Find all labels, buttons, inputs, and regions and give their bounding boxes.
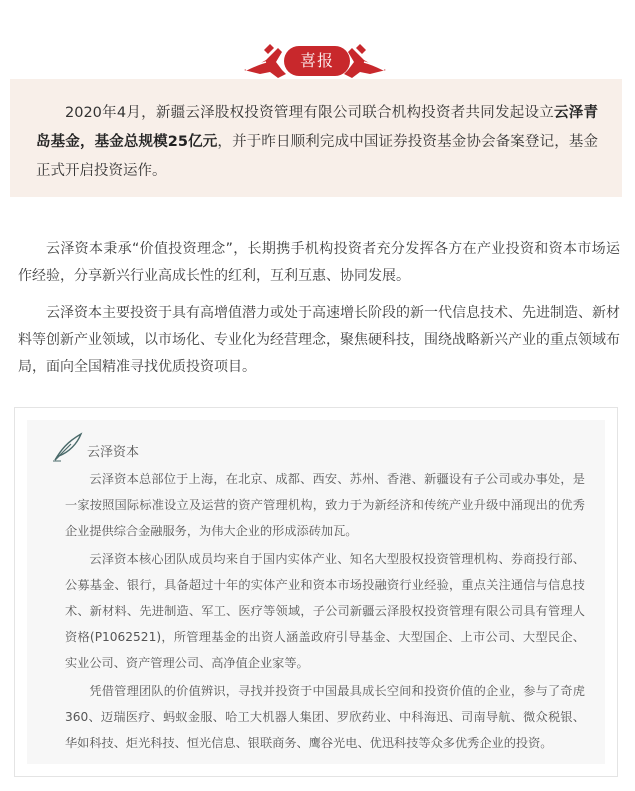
article-body bbox=[18, 236, 620, 391]
fund-size: 基金总规模25亿元 bbox=[94, 134, 218, 150]
news-banner bbox=[0, 40, 635, 80]
news-text-outro: ，并于昨日顺利完成中国证券投资基金协会备案登记，基金正式开启投资运作。 bbox=[36, 134, 599, 179]
profile-paragraph-2: 云泽资本核心团队成员均来自于国内实体产业、知名大型股权投资管理机构、券商投行部、公募基金、银行，具备超过十年的实体产业和资本市场投融资行业经验，重点关注通信与信息技术、新材料、先进制造、军工、医疗等领域，子公司新疆云泽股权投资管理有限公司具有管理人资格(P1062521)，所管理基金的出资人涵盖政府引导基金、大型国企、上市公司、大型民企、实业公司、资产管理公司、高净值企业家等。 bbox=[65, 552, 585, 670]
right-ornament-icon bbox=[342, 40, 394, 80]
news-comma: ， bbox=[79, 134, 95, 150]
profile-paragraph-3: 凭借管理团队的价值辨识，寻找并投资于中国最具成长空间和投资价值的企业，参与了奇虎360、迈瑞医疗、蚂蚁金服、哈工大机器人集团、罗欣药业、中科海迅、司南导航、微众税银、华如科技、炬光科技、恒光信息、银联商务、鹰谷光电、优迅科技等众多优秀企业的投资。 bbox=[65, 684, 585, 750]
profile-title: 云泽资本 bbox=[87, 445, 140, 460]
body-paragraph-1: 云泽资本秉承“价值投资理念”，长期携手机构投资者充分发挥各方在产业投资和资本市场运作经验，分享新兴行业高成长性的红利，互利互惠、协同发展。 bbox=[18, 241, 620, 284]
fund-name: 云泽青岛基金 bbox=[36, 105, 599, 150]
feather-pen-icon bbox=[51, 432, 85, 462]
badge-label: 喜报 bbox=[284, 46, 350, 76]
news-highlight-box bbox=[10, 79, 622, 197]
left-ornament-icon bbox=[236, 40, 288, 80]
profile-header bbox=[65, 432, 585, 466]
company-profile-panel bbox=[27, 420, 605, 764]
body-paragraph-2: 云泽资本主要投资于具有高增值潜力或处于高速增长阶段的新一代信息技术、先进制造、新材料等创新产业领域，以市场化、专业化为经营理念，聚焦硬科技，围绕战略新兴产业的重点领域布局，面向全国精准寻找优质投资项目。 bbox=[18, 305, 620, 375]
news-text bbox=[36, 99, 598, 186]
news-text-intro: 2020年4月，新疆云泽股权投资管理有限公司联合机构投资者共同发起设立 bbox=[65, 105, 555, 121]
profile-paragraph-1: 云泽资本总部位于上海，在北京、成都、西安、苏州、香港、新疆设有子公司或办事处，是一家按照国际标准设立及运营的资产管理机构，致力于为新经济和传统产业升级中涌现出的优秀企业提供综合金融服务，为伟大企业的形成添砖加瓦。 bbox=[65, 472, 585, 538]
company-profile-card bbox=[14, 407, 618, 777]
